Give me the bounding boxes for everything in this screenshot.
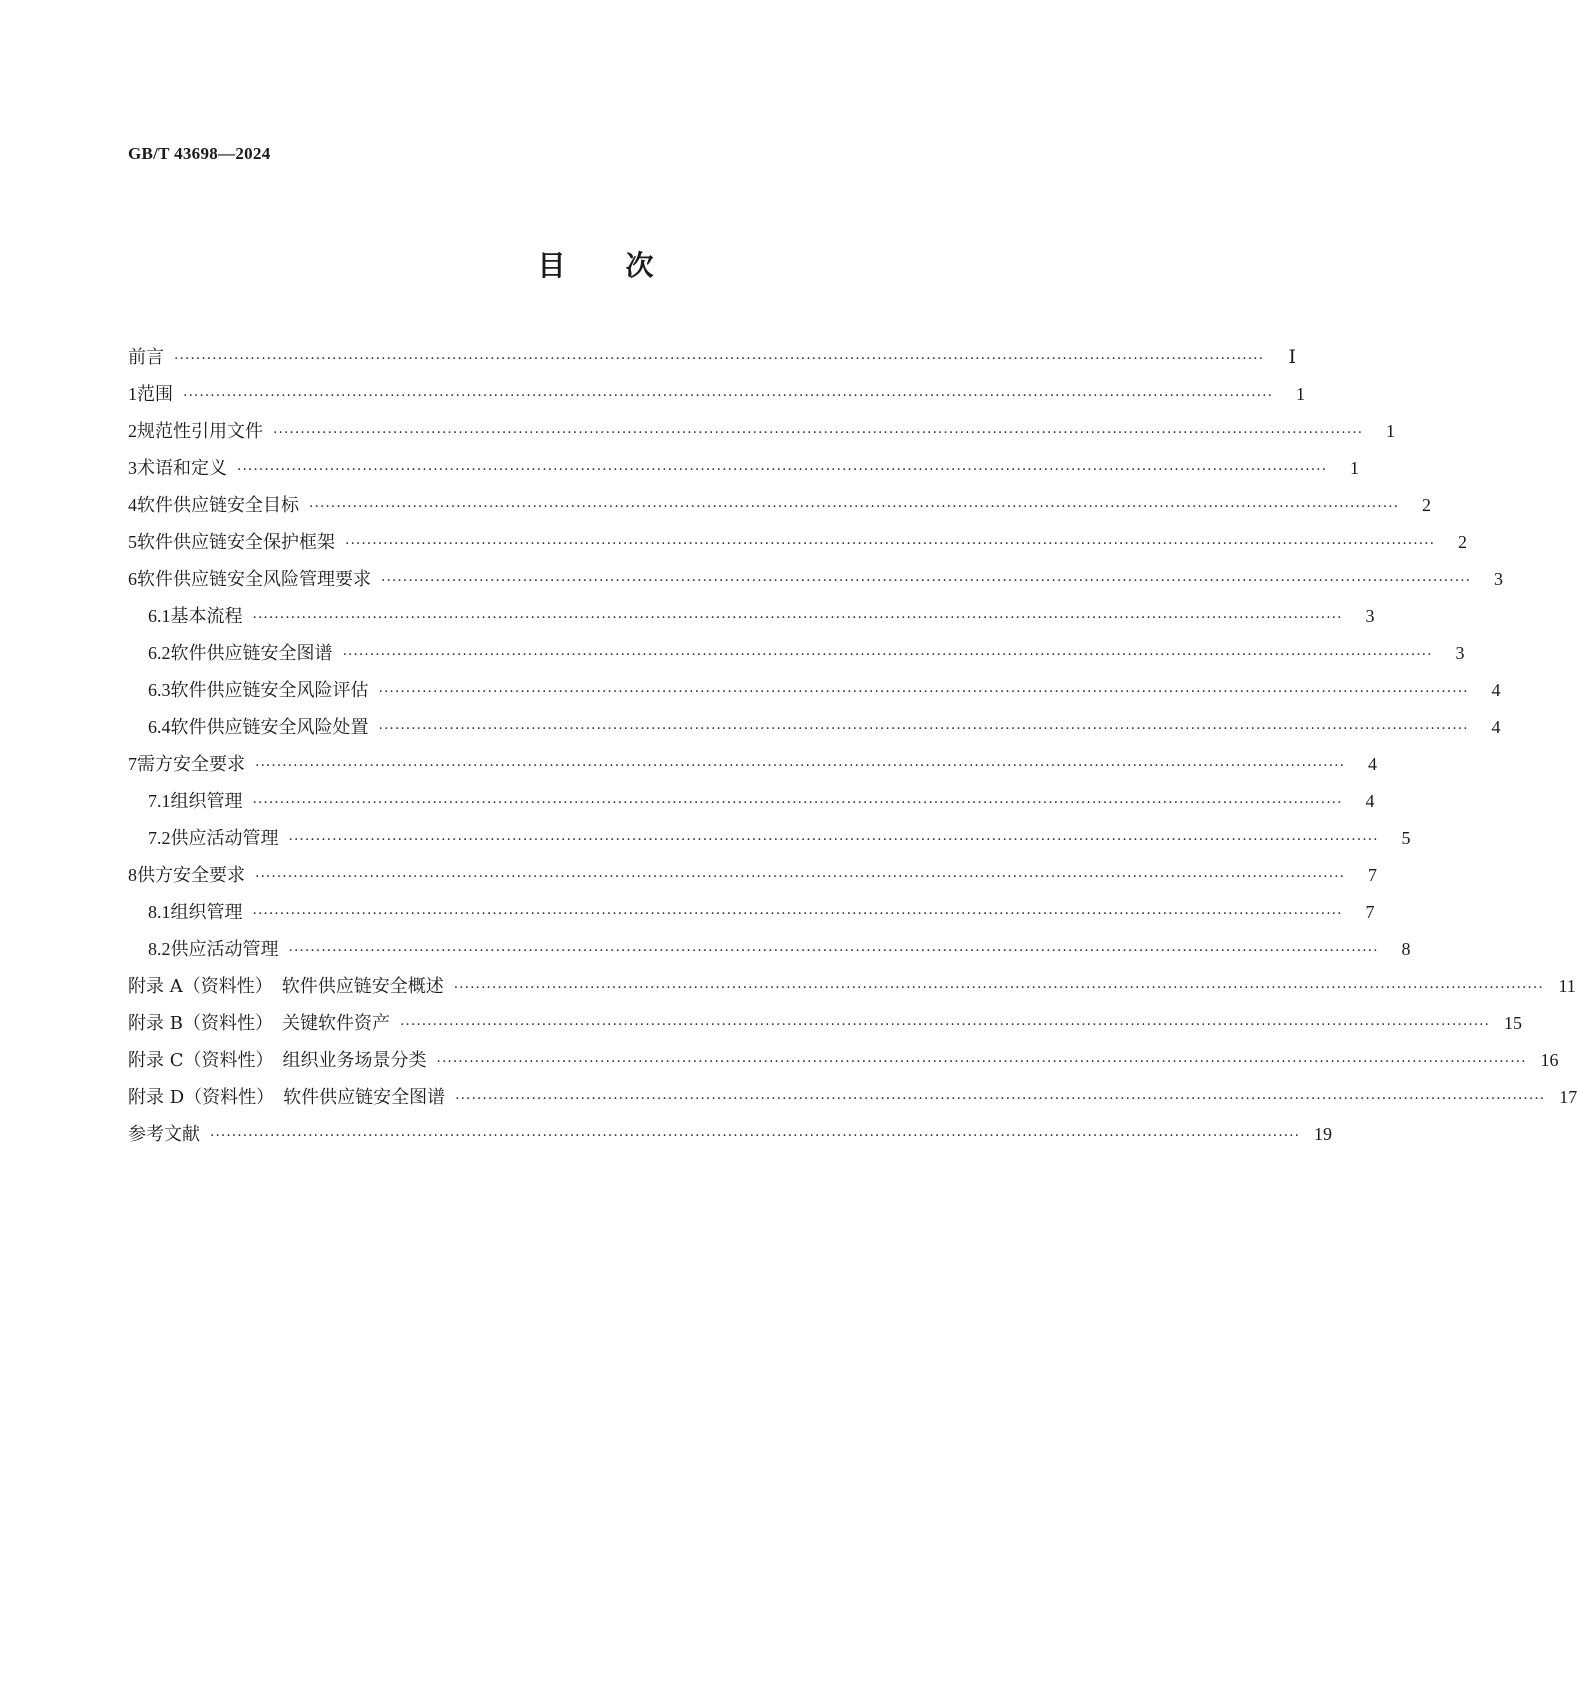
- toc-entry-label: 软件供应链安全风险管理要求: [137, 569, 371, 590]
- toc-entry-page-number: 19: [1314, 1124, 1333, 1144]
- toc-entry-number: 8.2: [148, 939, 171, 959]
- dot-leader: ········································································································································································································: [455, 1091, 1546, 1107]
- toc-entry-number: 8: [128, 865, 137, 885]
- dot-leader: ········································································································································································································: [255, 758, 1346, 774]
- toc-entry[interactable]: [128, 1005, 1522, 1042]
- toc-entry[interactable]: [128, 561, 1504, 598]
- dot-leader: ········································································································································································································: [436, 1054, 1527, 1070]
- dot-leader: ········································································································································································································: [381, 573, 1472, 589]
- toc-entry[interactable]: [128, 968, 1576, 1005]
- toc-entry-label: 附录 B（资料性） 关键软件资产: [128, 1013, 390, 1034]
- dot-leader: ········································································································································································································: [252, 795, 1343, 811]
- toc-entry-page-number: Ⅰ: [1288, 347, 1297, 368]
- toc-entry[interactable]: [128, 524, 1468, 561]
- dot-leader: ········································································································································································································: [174, 351, 1265, 367]
- toc-entry-page-number: 7: [1368, 865, 1378, 885]
- dot-leader: ········································································································································································································: [453, 980, 1544, 996]
- dot-leader: ········································································································································································································: [378, 684, 1469, 700]
- dot-leader: ········································································································································································································: [342, 647, 1433, 663]
- toc-entry-label: 附录 C（资料性） 组织业务场景分类: [128, 1050, 427, 1071]
- toc-entry-number: 6: [128, 569, 137, 589]
- toc-entry-page-number: 17: [1559, 1087, 1577, 1107]
- toc-entry-number: 6.1: [148, 606, 171, 626]
- toc-entry-page-number: 3: [1365, 606, 1375, 626]
- toc-entry-page-number: 4: [1491, 717, 1501, 737]
- dot-leader: ········································································································································································································: [273, 425, 1364, 441]
- toc-entry-label: 术语和定义: [137, 458, 227, 479]
- toc-entry-number: 1: [128, 384, 137, 404]
- toc-entry-page-number: 1: [1296, 384, 1306, 404]
- toc-entry-page-number: 4: [1368, 754, 1378, 774]
- toc-entry-number: 6.4: [148, 717, 171, 737]
- toc-entry-label: 软件供应链安全风险处置: [170, 717, 369, 738]
- toc-entry-label: 软件供应链安全风险评估: [170, 680, 369, 701]
- dot-leader: ········································································································································································································: [183, 388, 1274, 404]
- dot-leader: ········································································································································································································: [288, 943, 1379, 959]
- toc-entry[interactable]: [128, 376, 1306, 413]
- toc-entry[interactable]: [128, 598, 1375, 635]
- toc-entry[interactable]: [128, 413, 1396, 450]
- toc-entry-label: 附录 D（资料性） 软件供应链安全图谱: [128, 1087, 446, 1108]
- toc-entry-number: 3: [128, 458, 137, 478]
- toc-entry[interactable]: [128, 635, 1465, 672]
- toc-entry-page-number: 7: [1365, 902, 1375, 922]
- toc-entry-page-number: 11: [1558, 976, 1576, 996]
- dot-leader: ········································································································································································································: [399, 1017, 1490, 1033]
- toc-entry-number: 2: [128, 421, 137, 441]
- toc-entry-label: 前言: [128, 347, 164, 368]
- dot-leader: ········································································································································································································: [345, 536, 1436, 552]
- toc-entry-label: 范围: [137, 384, 173, 405]
- toc-entry[interactable]: [128, 339, 1297, 376]
- toc-entry[interactable]: [128, 709, 1501, 746]
- toc-entry-label: 软件供应链安全图谱: [170, 643, 333, 664]
- toc-entry-label: 组织管理: [170, 791, 243, 812]
- toc-entry-page-number: 2: [1458, 532, 1468, 552]
- toc-entry-label: 规范性引用文件: [137, 421, 263, 442]
- toc-entry[interactable]: [128, 1079, 1577, 1116]
- toc-entry-label: 软件供应链安全保护框架: [137, 532, 335, 553]
- dot-leader: ········································································································································································································: [210, 1128, 1301, 1144]
- toc-entry-number: 7.1: [148, 791, 171, 811]
- toc-entry-page-number: 4: [1365, 791, 1375, 811]
- dot-leader: ········································································································································································································: [309, 499, 1400, 515]
- title-part-2: 次: [625, 249, 654, 282]
- toc-entry-number: 8.1: [148, 902, 171, 922]
- toc-entry[interactable]: [128, 1116, 1333, 1153]
- document-code: GB/T 43698—2024: [128, 144, 271, 163]
- title-part-1: 目: [537, 249, 566, 282]
- dot-leader: ········································································································································································································: [378, 721, 1469, 737]
- toc-entry-page-number: 3: [1494, 569, 1504, 589]
- toc-entry-label: 附录 A（资料性） 软件供应链安全概述: [128, 976, 444, 997]
- toc-entry-label: 供应活动管理: [170, 828, 279, 849]
- toc-entry-page-number: 2: [1422, 495, 1432, 515]
- toc-entry-number: 4: [128, 495, 137, 515]
- toc-entry-label: 软件供应链安全目标: [137, 495, 299, 516]
- page-title: [0, 244, 1191, 284]
- toc-entry[interactable]: [128, 820, 1411, 857]
- toc-entry-page-number: 3: [1455, 643, 1465, 663]
- dot-leader: ········································································································································································································: [252, 906, 1343, 922]
- toc-entry-number: 6.2: [148, 643, 171, 663]
- table-of-contents: [128, 339, 1577, 1153]
- toc-entry-page-number: 4: [1491, 680, 1501, 700]
- toc-entry[interactable]: [128, 487, 1432, 524]
- dot-leader: ········································································································································································································: [255, 869, 1346, 885]
- toc-entry[interactable]: [128, 931, 1411, 968]
- toc-entry[interactable]: [128, 783, 1375, 820]
- dot-leader: ········································································································································································································: [237, 462, 1328, 478]
- toc-entry-label: 组织管理: [170, 902, 243, 923]
- dot-leader: ········································································································································································································: [288, 832, 1379, 848]
- toc-entry[interactable]: [128, 857, 1378, 894]
- toc-entry[interactable]: [128, 746, 1378, 783]
- toc-entry-page-number: 5: [1401, 828, 1411, 848]
- toc-entry[interactable]: [128, 672, 1501, 709]
- toc-entry-page-number: 15: [1504, 1013, 1522, 1033]
- toc-entry-label: 参考文献: [128, 1124, 200, 1145]
- toc-entry-label: 基本流程: [170, 606, 243, 627]
- toc-entry-page-number: 8: [1401, 939, 1411, 959]
- toc-entry[interactable]: [128, 450, 1360, 487]
- toc-entry-label: 需方安全要求: [137, 754, 245, 775]
- toc-entry[interactable]: [128, 894, 1375, 931]
- toc-entry-number: 6.3: [148, 680, 171, 700]
- toc-entry-page-number: 1: [1350, 458, 1360, 478]
- toc-entry-page-number: 16: [1540, 1050, 1559, 1070]
- toc-entry-page-number: 1: [1386, 421, 1396, 441]
- toc-entry-label: 供应活动管理: [170, 939, 279, 960]
- toc-entry-label: 供方安全要求: [137, 865, 245, 886]
- toc-entry-number: 7.2: [148, 828, 171, 848]
- toc-entry[interactable]: [128, 1042, 1559, 1079]
- dot-leader: ········································································································································································································: [252, 610, 1343, 626]
- toc-entry-number: 5: [128, 532, 137, 552]
- toc-entry-number: 7: [128, 754, 137, 774]
